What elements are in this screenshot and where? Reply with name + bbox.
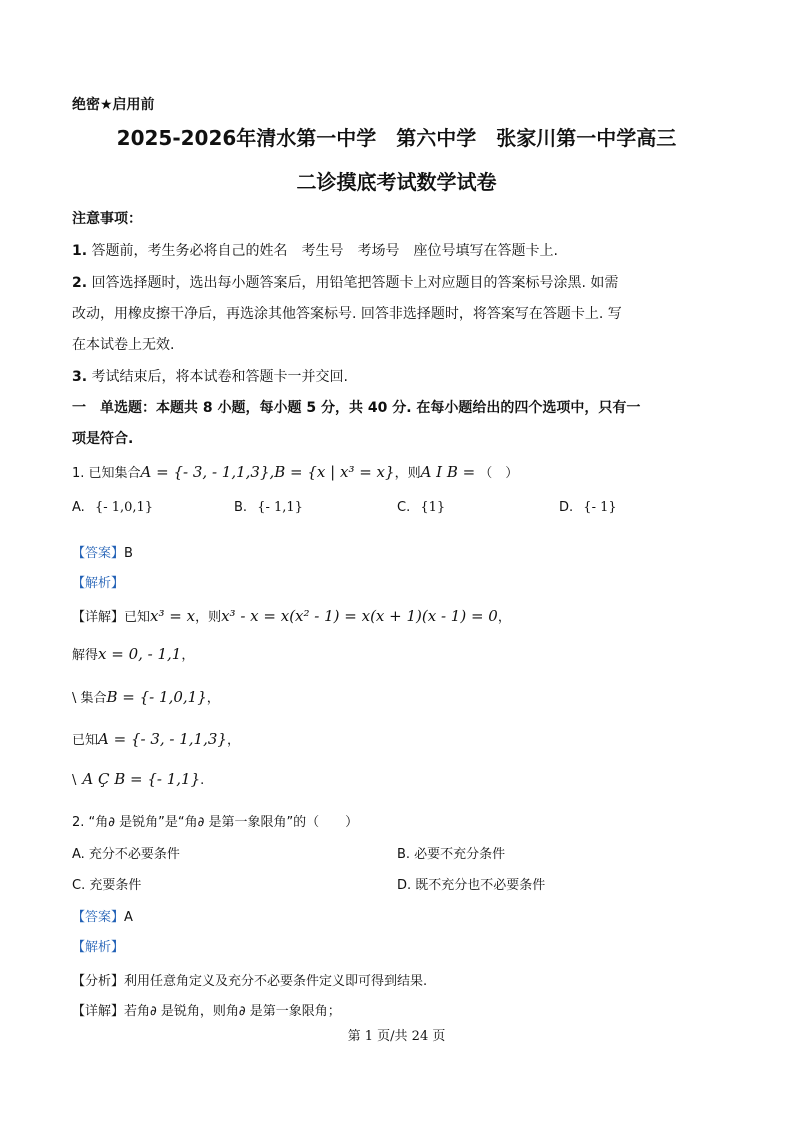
option-d-value: {- 1} <box>583 500 617 515</box>
set-b-formula: B = {- 1,0,1} <box>106 688 207 706</box>
q2-detail-tag: 【详解】 <box>72 1004 125 1019</box>
question-2-analysis-tag: 【解析】 <box>72 940 125 955</box>
option-a-label: A. <box>72 500 85 515</box>
set-b-prefix: \ 集合 <box>72 691 107 706</box>
question-1-intersection-formula: A I B = <box>420 463 476 481</box>
question-1-analysis-tag: 【解析】 <box>72 576 125 591</box>
note-3 <box>72 366 348 386</box>
detail-formula-2: x³ - x = x(x² - 1) = x(x + 1)(x - 1) = 0 <box>221 607 498 625</box>
detail-formula-1: x³ = x <box>150 607 196 625</box>
detail-prefix: 已知 <box>124 610 151 625</box>
question-1-sets-formula: A = {- 3, - 1,1,3},B = {x | x³ = x} <box>140 463 395 481</box>
option-b-value: {- 1,1} <box>257 500 303 515</box>
solve-prefix: 解得 <box>72 648 99 663</box>
question-2-stem: 2. “角∂ 是锐角”是“角∂ 是第一象限角”的（ ） <box>72 815 359 830</box>
set-a-end: ， <box>226 733 240 748</box>
exam-title-line1: 2025-2026年清水第一中学 第六中学 张家川第一中学高三 <box>116 126 677 150</box>
question-1-then: ，则 <box>394 466 421 481</box>
option-c-value: {1} <box>420 500 446 515</box>
detail-tag: 【详解】 <box>72 610 125 625</box>
result-end: . <box>200 773 205 788</box>
question-2-option-a: A. 充分不必要条件 <box>72 847 180 862</box>
note-2-number: 2. <box>72 275 88 291</box>
notes-heading: 注意事项： <box>72 211 142 227</box>
set-a-formula: A = {- 3, - 1,1,3} <box>98 730 227 748</box>
note-3-number: 3. <box>72 369 88 385</box>
question-2-detail <box>72 1000 341 1019</box>
question-1-set-b <box>72 687 220 706</box>
question-1-option-d <box>559 500 617 515</box>
q2-analysis2-tag: 【分析】 <box>72 974 125 989</box>
result-prefix: \ <box>72 773 77 788</box>
set-a-prefix: 已知 <box>72 733 99 748</box>
question-1-set-a <box>72 729 240 748</box>
solve-end: ， <box>181 648 195 663</box>
option-c-label: C. <box>397 500 411 515</box>
question-2-answer <box>72 906 133 925</box>
question-1-option-b <box>234 500 303 515</box>
option-d-label: D. <box>559 500 574 515</box>
q2-analysis2-text: 利用任意角定义及充分不必要条件定义即可得到结果. <box>124 974 428 989</box>
note-2-line-3: 在本试卷上无效. <box>72 337 175 353</box>
question-2-analysis <box>72 970 427 989</box>
section-heading-line-2: 项是符合. <box>72 431 134 447</box>
q2-detail-text: 若角∂ 是锐角，则角∂ 是第一象限角； <box>124 1004 341 1019</box>
detail-end: ， <box>497 610 511 625</box>
question-1-prefix: 1. 已知集合 <box>72 466 141 481</box>
question-2-option-c: C. 充要条件 <box>72 878 142 893</box>
result-formula: A Ç B = {- 1,1} <box>82 770 201 788</box>
q2-answer-tag: 【答案】 <box>72 910 125 925</box>
question-1-detail <box>72 606 511 625</box>
question-1-result <box>72 770 204 788</box>
section-heading-line-1: 一 单选题：本题共 8 小题，每小题 5 分，共 40 分. 在每小题给出的四个选项中，只有一 <box>72 400 641 416</box>
set-b-end: ， <box>206 691 220 706</box>
option-a-value: {- 1,0,1} <box>94 500 154 515</box>
note-2-line-2: 改动，用橡皮擦干净后，再选涂其他答案标号. 回答非选择题时，将答案写在答题卡上. 写 <box>72 306 622 322</box>
page-number: 第 1 页/共 24 页 <box>347 1029 446 1044</box>
question-1-solve <box>72 644 194 663</box>
note-1-number: 1. <box>72 243 88 259</box>
answer-tag: 【答案】 <box>72 546 125 561</box>
question-2-option-b: B. 必要不充分条件 <box>397 847 506 862</box>
question-1-answer <box>72 542 133 561</box>
secret-mark: 绝密★启用前 <box>72 97 155 113</box>
note-2-line-1: 回答选择题时，选出每小题答案后，用铅笔把答题卡上对应题目的答案标号涂黑. 如需 <box>91 275 619 291</box>
detail-mid: ，则 <box>195 610 222 625</box>
answer-value: B <box>124 546 133 561</box>
solve-formula: x = 0, - 1,1 <box>98 645 182 663</box>
question-1-option-c <box>397 500 445 515</box>
question-1-option-a <box>72 500 153 515</box>
question-1-blank: （ ） <box>479 466 519 481</box>
question-1-stem <box>72 462 518 481</box>
exam-title-line2: 二诊摸底考试数学试卷 <box>296 170 497 194</box>
note-3-text: 考试结束后，将本试卷和答题卡一并交回. <box>91 369 348 385</box>
q2-answer-value: A <box>124 910 133 925</box>
option-b-label: B. <box>234 500 248 515</box>
question-2-option-d: D. 既不充分也不必要条件 <box>397 878 546 893</box>
note-1 <box>72 240 558 260</box>
note-2 <box>72 272 618 292</box>
note-1-text: 答题前，考生务必将自己的姓名 考生号 考场号 座位号填写在答题卡上. <box>91 243 558 259</box>
